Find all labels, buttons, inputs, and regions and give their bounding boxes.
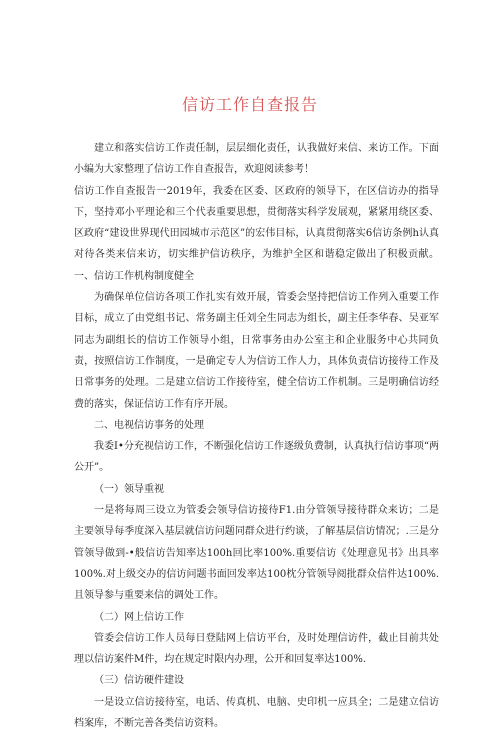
online-work-paragraph: 管委会信访工作人员每日登陆网上信访平台，及时处理信访件，截止目前共处理以信访案件M件，均在规定时限内办理，公开和回复率达100%. xyxy=(74,632,439,666)
organization-paragraph: 为确保单位信访各项工作扎实有效开展，管委会坚持把信访工作列入重要工作目标，成立了由党组书记、常务副主任刘全生同志为组长，副主任李华春、吴亚军同志为副组长的信访工作领导小组，日常事务由办公室主和企业服务中心共同负责，按照信访工作制度，一是确定专人为信访工作人力，具体负责信访接待工作及日常事务的处理。二是建立信访工作接待室，健全信访工作机制。三是明确信访经费的落实，保证信访工作有序开展。 xyxy=(74,292,439,410)
subsection-heading-1: （一）领导重视 xyxy=(94,483,164,495)
hardware-paragraph: 一是设立信访接待室，电话、传真机、电脑、史印机一应具全；二是建立信访档案库，不断完善各类信访资料。 xyxy=(74,696,439,730)
leadership-paragraph: 一是将每周三设立为管委会领导信访接待F1.由分管领导接待群众来访；二是主要领导每季度深入基层就信访问题同群众进行约谈，了解基层信访情况；.三是分管领导做到-•般信访告知率达100h回比率100%.重要信访《处理意见书》出具率100%.对上级交办的信访问题书面回发率达100枕分管领导阅批群众信件达100%.且领导参与重要来信的调处工作。 xyxy=(74,505,439,602)
document-body xyxy=(74,138,439,734)
intro-paragraph: 建立和落实信访工作责任制，层层细化责任，认我做好来信、来访工作。下面小编为大家整理了信访工作自查报告，欢迎阅读参考！ xyxy=(74,143,439,176)
subsection-heading-3: （三）信访硬件建设 xyxy=(94,675,184,687)
document-title: 信访工作自查报告 xyxy=(181,95,318,114)
report-opening-paragraph: 信访工作自查报告一2019年，我委在区委、区政府的领导下，在区信访办的指导下，坚持邓小平理论和三个代表重要思想，贯彻落实科学发展观，紧紧用绕区委、区政府“建设世界现代田园城市示范区”的宏伟目标，认真贯彻落实6信访条例h认真对待各类来信来访，切实维护信访秩序，为维护全区和谐稳定做出了积极贡献。一、信访工作机构制度健全 xyxy=(74,185,439,282)
section-heading-2: 二、电视信访事务的处理 xyxy=(94,419,204,431)
subsection-heading-2: （二）网上信访工作 xyxy=(94,611,184,623)
section-2-intro-paragraph: 我委I•分充视信访工作，不断强化信访工作逐级负费制，认真执行信访事项“两公开”。 xyxy=(74,441,439,474)
